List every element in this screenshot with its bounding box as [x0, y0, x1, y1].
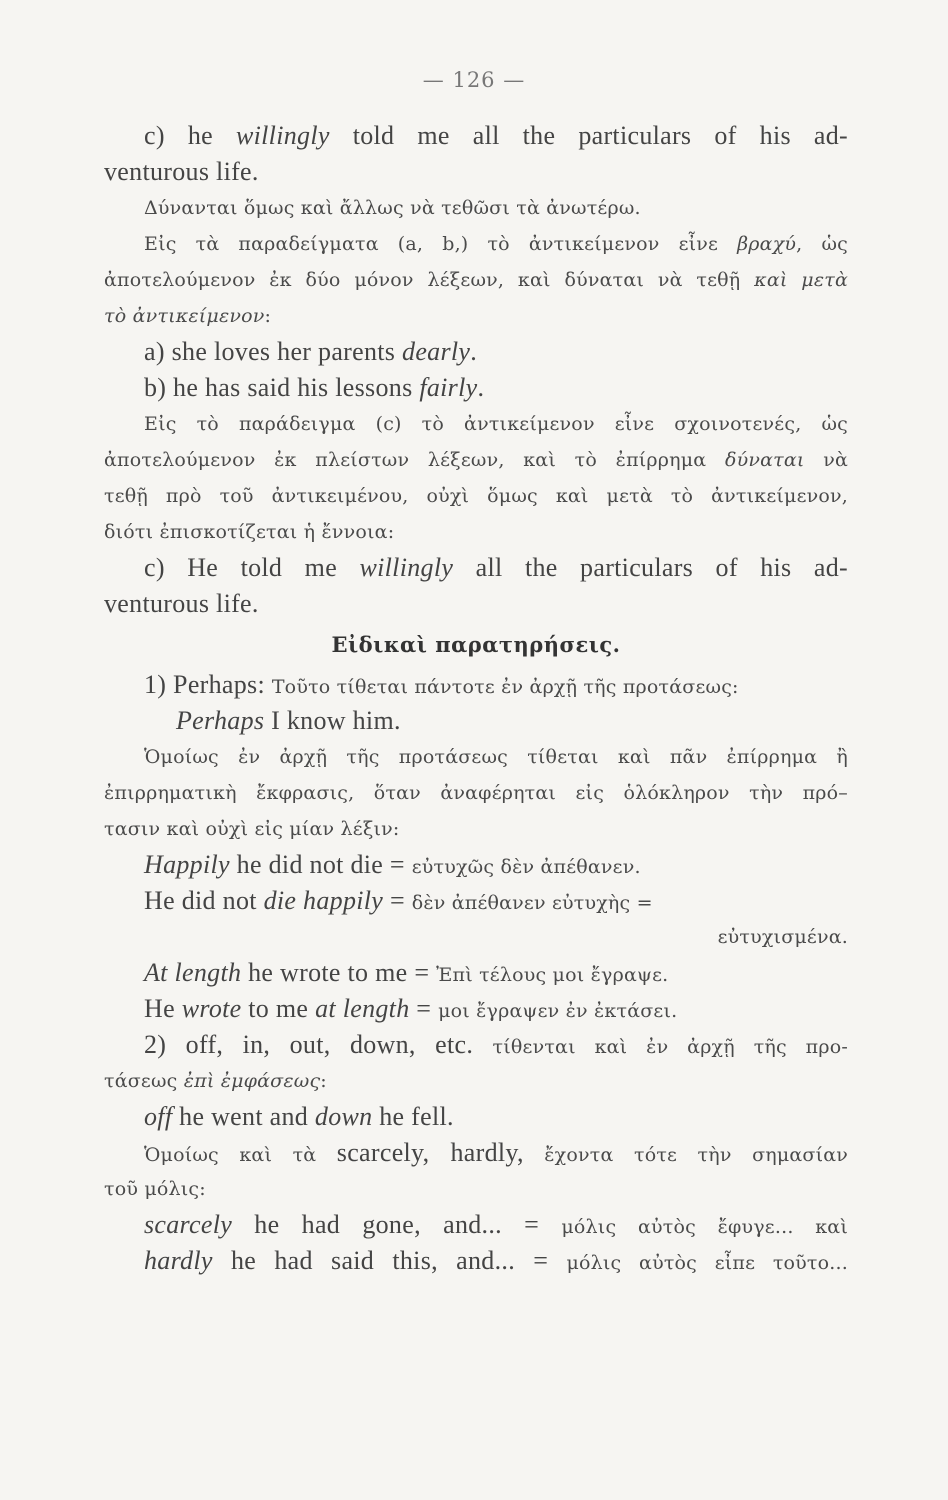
text-line: c) he willingly told me all the particulars of his ad- [144, 121, 848, 150]
text-line: τεθῇ πρὸ τοῦ ἀντικειμένου, οὐχὶ ὅμως καὶ μετὰ τὸ ἀντικείμενον, [104, 485, 848, 507]
text-line: ἀποτελούμενον ἐκ δύο μόνον λέξεων, καὶ δύναται νὰ τεθῇ καὶ μετὰ [104, 269, 848, 291]
text-line: Εἰς τὰ παραδείγματα (a, b,) τὸ ἀντικείμενον εἶνε βραχύ, ὡς [144, 233, 848, 255]
text-line: scarcely he had gone, and... = μόλις αὐτὸς ἔφυγε... καὶ [144, 1210, 848, 1239]
text-line: He wrote to me at length = μοι ἔγραψεν ἐν ἐκτάσει. [144, 994, 678, 1023]
text-line: 2) off, in, out, down, etc. τίθενται καὶ ἐν ἀρχῇ τῆς προ- [144, 1030, 848, 1059]
text-line: 1) Perhaps: Τοῦτο τίθεται πάντοτε ἐν ἀρχῇ τῆς προτάσεως: [144, 670, 739, 699]
text-line: Happily he did not die = εὐτυχῶς δὲν ἀπέθανεν. [144, 850, 641, 879]
text-line: τασιν καὶ οὐχὶ εἰς μίαν λέξιν: [104, 818, 400, 840]
paragraph-block-2 [104, 667, 848, 1279]
text-line: ἀποτελούμενον ἐκ πλείστων λέξεων, καὶ τὸ ἐπίρρημα δύναται νὰ [104, 449, 848, 471]
text-line: venturous life. [104, 157, 259, 186]
text-line: b) he has said his lessons fairly. [144, 373, 485, 402]
section-heading: Εἰδικαὶ παρατηρήσεις. [331, 632, 621, 657]
text-line: He did not die happily = δὲν ἀπέθανεν εὐτυχὴς = [144, 886, 653, 915]
text-line: c) He told me willingly all the particulars of his ad- [144, 553, 848, 582]
text-line: εὐτυχισμένα. [717, 926, 848, 948]
page-number: — 126 — [422, 68, 526, 92]
text-line: Εἰς τὸ παράδειγμα (c) τὸ ἀντικείμενον εἶνε σχοινοτενές, ὡς [144, 413, 848, 435]
text-line: τοῦ μόλις: [104, 1178, 206, 1200]
text-line: ἐπιρρηματικὴ ἔκφρασις, ὅταν ἀναφέρηται εἰς ὁλόκληρον τὴν πρό– [104, 782, 848, 804]
text-line: Ὁμοίως καὶ τὰ scarcely, hardly, ἔχοντα τότε τὴν σημασίαν [144, 1138, 848, 1167]
page-body [104, 118, 848, 1279]
text-line: τάσεως ἐπὶ ἐμφάσεως: [104, 1070, 327, 1092]
text-line: Perhaps I know him. [176, 706, 401, 735]
text-line: off he went and down he fell. [144, 1102, 454, 1131]
text-line: a) she loves her parents dearly. [144, 337, 478, 366]
text-line: διότι ἐπισκοτίζεται ἡ ἔννοια: [104, 521, 395, 543]
text-line: At length he wrote to me = Ἐπὶ τέλους μοι ἔγραψε. [144, 958, 669, 987]
text-line: hardly he had said this, and... = μόλις αὐτὸς εἶπε τοῦτο... [144, 1246, 848, 1275]
text-line: venturous life. [104, 589, 259, 618]
text-line: Δύνανται ὅμως καὶ ἄλλως νὰ τεθῶσι τὰ ἀνωτέρω. [144, 197, 641, 219]
text-line: Ὁμοίως ἐν ἀρχῇ τῆς προτάσεως τίθεται καὶ πᾶν ἐπίρρημα ἢ [144, 746, 848, 768]
paragraph-block-1 [104, 118, 848, 622]
text-line: τὸ ἀντικείμενον: [104, 305, 272, 327]
